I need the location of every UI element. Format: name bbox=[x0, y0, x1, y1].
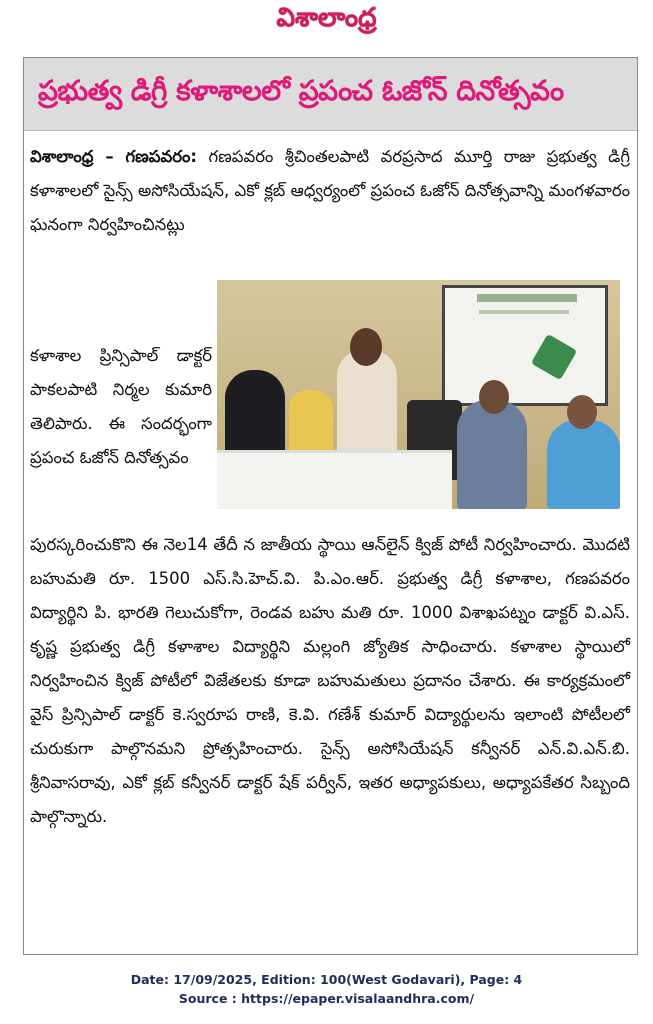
photo-speaker-head bbox=[350, 328, 382, 366]
article-lead-text: గణపవరం శ్రీచింతలపాటి వరప్రసాద మూర్తి రాజు ప్రభుత్వ డిగ్రీ కళాశాలలో సైన్స్ అసోసియేషన్, ఎకో క్లబ్ ఆధ్వర్యంలో ప్రపంచ ఓజోన్ దినోత్సవాన్ని మంగళవారం ఘనంగా నిర్వహించినట్లు bbox=[30, 147, 631, 234]
photo-person-seated-far-right bbox=[547, 420, 620, 509]
newspaper-masthead: విశాలాంధ్ర bbox=[276, 3, 377, 33]
event-photo bbox=[217, 280, 620, 509]
footer-edition-info: Date: 17/09/2025, Edition: 100(West Godavari), Page: 4 bbox=[130, 972, 523, 987]
article-continuation: పురస్కరించుకొని ఈ నెల14 తేదీ న జాతీయ స్థాయి ఆన్‌లైన్ క్విజ్ పోటీ నిర్వహించారు. మొదటి బహుమతి రూ. 1500 ఎస్.సి.హెచ్.వి. పి.ఎం.ఆర్. ప్రభుత్వ డిగ్రీ కళాశాల, గణపవరం విద్యార్థిని పి. భారతి గెలుచుకోగా, రెండవ బహు మతి రూ. 1000 విశాఖపట్నం డాక్టర్ వి.ఎస్. కృష్ణ ప్రభుత్వ డిగ్రీ కళాశాల విద్యార్థిని మల్లంగి జ్యోతిక సాధించారు. కళాశాల స్థాయిలో నిర్వహించిన క్విజ్ పోటీలో విజేతలకు కూడా బహుమతులు ప్రదానం చేశారు. ఈ కార్యక్రమంలో వైస్ ప్రిన్సిపాల్ డాక్టర్ కె.స్వరూప రాణి, కె.వి. గణేశ్ కుమార్ విద్యార్థులను ఇలాంటి పోటీలలో చురుకుగా పాల్గొనమని ప్రోత్సహించారు. సైన్స్ అసోసియేషన్ కన్వీనర్ ఎన్.వి.ఎన్.బి. శ్రీనివాసరావు, ఎకో క్లబ్ కన్వీనర్ డాక్టర్ షేక్ పర్వీన్, ఇతర అధ్యాపకులు, అధ్యాపకేతర సిబ్బంది పాల్గొన్నారు. bbox=[30, 535, 630, 826]
photo-person-seated-far-right-head bbox=[567, 395, 597, 429]
photo-projection-screen bbox=[442, 285, 608, 406]
photo-screen-title bbox=[477, 294, 577, 302]
article-lead-paragraph bbox=[30, 140, 630, 242]
headline-banner bbox=[24, 58, 637, 131]
photo-person-seated-right-head bbox=[479, 380, 509, 414]
article-dateline: విశాలాంధ్ర – గణపవరం: bbox=[30, 147, 198, 166]
photo-screen-text bbox=[479, 310, 569, 314]
photo-person-seated-right bbox=[457, 400, 527, 509]
photo-table bbox=[217, 450, 452, 509]
newspaper-clipping bbox=[23, 57, 638, 955]
article-side-column: కళాశాల ప్రిన్సిపాల్ డాక్టర్ పాకలపాటి నిర్మల కుమారి తెలిపారు. ఈ సందర్భంగా ప్రపంచ ఓజోన్ దినోత్సవం bbox=[30, 346, 212, 467]
article-headline: ప్రభుత్వ డిగ్రీ కళాశాలలో ప్రపంచ ఓజోన్ దినోత్సవం bbox=[38, 74, 564, 107]
footer-source-link[interactable]: Source : https://epaper.visalaandhra.com/ bbox=[178, 991, 475, 1006]
